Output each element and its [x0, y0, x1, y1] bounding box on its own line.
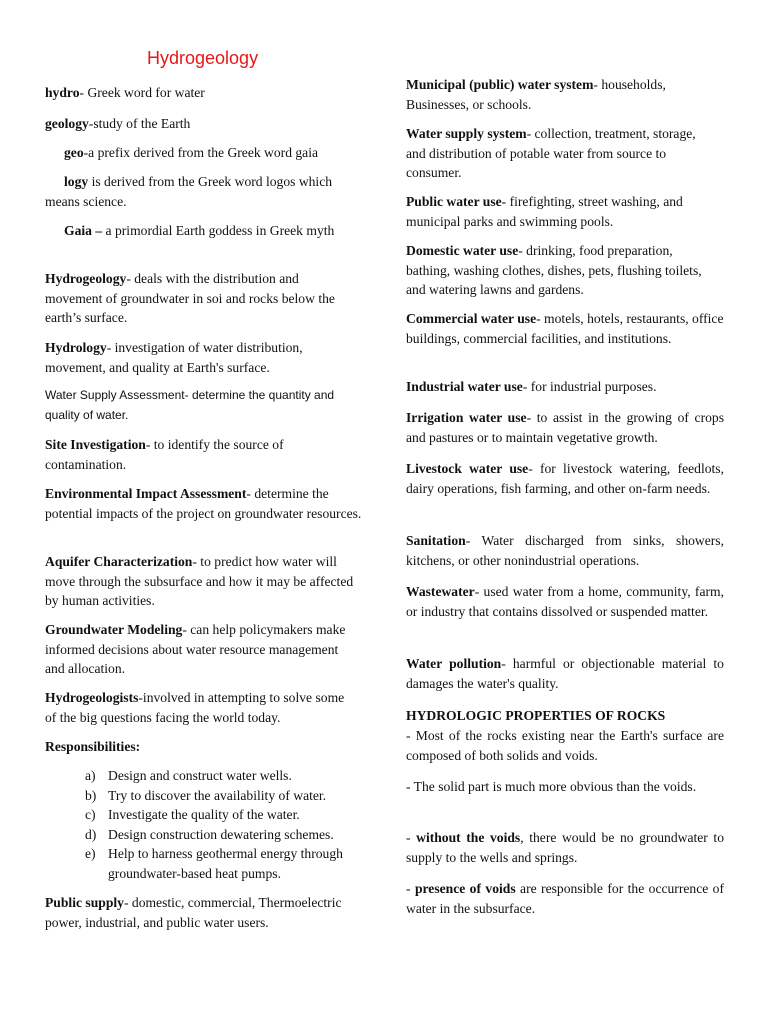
list-item: [45, 766, 365, 786]
term: Sanitation: [406, 533, 466, 548]
entry-hydrology: [45, 338, 345, 377]
list-marker: d): [85, 826, 97, 842]
definition: - for industrial purposes.: [522, 379, 657, 394]
term: Water pollution: [406, 656, 502, 671]
entry-hydrogeologists: [45, 688, 355, 727]
term: presence of voids: [414, 881, 516, 896]
term: Domestic water use: [406, 243, 519, 258]
entry-logy: [45, 172, 365, 211]
definition: is derived from the Greek word logos which means science.: [45, 174, 333, 209]
definition: , there would be no groundwater to supply to the wells and springs.: [406, 830, 725, 865]
list-item: [45, 805, 365, 825]
definition: - to identify the source of contamination.: [45, 437, 284, 472]
definition: - motels, hotels, restaurants, office buildings, commercial facilities, and institutions.: [406, 311, 724, 346]
entry-site-investigation: [45, 435, 335, 474]
responsibilities-list: [45, 766, 365, 884]
entry-wastewater: [406, 582, 724, 621]
definition: - Water discharged from sinks, showers, kitchens, or other nonindustrial operations.: [406, 533, 724, 568]
definition: - Greek word for water: [79, 85, 205, 100]
term: Municipal (public) water system: [406, 77, 594, 92]
list-text: Try to discover the availability of water.: [108, 787, 327, 803]
list-text: Design and construct water wells.: [108, 768, 292, 783]
page-title: Hydrogeology: [147, 48, 259, 68]
definition: -study of the Earth: [88, 116, 191, 131]
entry-water-pollution: [406, 654, 724, 693]
term: Aquifer Characterization: [45, 554, 193, 569]
term: without the voids: [416, 830, 521, 845]
list-text: Design construction dewatering schemes.: [108, 826, 334, 842]
definition: - firefighting, street washing, and municipal parks and swimming pools.: [406, 194, 683, 229]
rocks-heading: HYDROLOGIC PROPERTIES OF ROCKS: [406, 708, 666, 723]
entry-hydro: [45, 83, 205, 103]
entry-water-supply-assessment: [45, 386, 365, 425]
list-marker: b): [85, 787, 97, 803]
dash: -: [406, 881, 415, 896]
definition: - deals with the distribution and movement of groundwater in soi and rocks below the earth’s surface.: [45, 271, 335, 326]
list-marker: c): [85, 807, 96, 823]
definition: - used water from a home, community, farm, or industry that contains dissolved or suspended matter.: [406, 584, 724, 619]
definition: -involved in attempting to solve some of the big questions facing the world today.: [45, 690, 345, 725]
term: Wastewater: [406, 584, 475, 599]
term: Hydrogeology: [45, 271, 127, 286]
list-text: Investigate the quality of the water.: [108, 807, 300, 823]
term: hydro: [45, 85, 80, 100]
definition: - domestic, commercial, Thermoelectric power, industrial, and public water users.: [45, 895, 342, 930]
term: Livestock water use: [406, 461, 529, 476]
dash: -: [406, 830, 417, 845]
list-marker: e): [85, 846, 96, 862]
entry-municipal: [406, 75, 706, 114]
entry-public-water-use: [406, 192, 724, 231]
term: Water Supply Assessment: [45, 388, 185, 402]
definition: - determine the quantity and quality of water.: [45, 388, 335, 422]
entry-gw-modeling: [45, 620, 355, 679]
rocks-paragraph-4: [406, 879, 724, 918]
entry-industrial: [406, 377, 724, 397]
term: Gaia –: [64, 223, 103, 238]
entry-eia: [45, 484, 365, 523]
term: Hydrology: [45, 340, 107, 355]
list-text: Help to harness geothermal energy through groundwater-based heat pumps.: [108, 846, 343, 881]
entry-irrigation: [406, 408, 724, 447]
term: Environmental Impact Assessment: [45, 486, 247, 501]
entry-hydrogeology: [45, 269, 355, 328]
rocks-paragraph-2: - The solid part is much more obvious than the voids.: [406, 779, 697, 794]
term: geology: [45, 116, 89, 131]
term: Commercial water use: [406, 311, 537, 326]
term: Site Investigation: [45, 437, 146, 452]
term: Industrial water use: [406, 379, 523, 394]
entry-livestock: [406, 459, 724, 498]
definition: - for livestock watering, feedlots, dairy operations, fish farming, and other on-farm needs.: [406, 461, 724, 496]
list-item: [45, 825, 365, 845]
term: Public supply: [45, 895, 124, 910]
entry-gaia: [45, 221, 345, 241]
definition: - harmful or objectionable material to damages the water's quality.: [406, 656, 724, 691]
definition: - to assist in the growing of crops and pastures or to maintain vegetative growth.: [406, 410, 724, 445]
responsibilities-heading: Responsibilities:: [45, 739, 141, 754]
definition: are responsible for the occurrence of water in the subsurface.: [406, 881, 724, 916]
definition: a primordial Earth goddess in Greek myth: [102, 223, 335, 238]
term: logy: [64, 174, 89, 189]
term: Irrigation water use: [406, 410, 527, 425]
definition: - to predict how water will move through the subsurface and how it may be affected by human activities.: [45, 554, 354, 609]
list-item: [45, 844, 358, 883]
list-marker: a): [85, 768, 96, 783]
term: Water supply system: [406, 126, 527, 141]
term: Public water use: [406, 194, 502, 209]
rocks-paragraph-1: - Most of the rocks existing near the Earth's surface are composed of both solids and voids.: [406, 728, 724, 763]
list-item: [45, 786, 365, 806]
definition: - can help policymakers make informed decisions about water resource management and allocation.: [45, 622, 346, 677]
entry-sanitation: [406, 531, 724, 570]
entry-domestic: [406, 241, 716, 300]
entry-water-supply-system: [406, 124, 706, 183]
definition: - investigation of water distribution, movement, and quality at Earth's surface.: [45, 340, 303, 375]
definition: -a prefix derived from the Greek word gaia: [83, 145, 319, 160]
definition: - collection, treatment, storage, and distribution of potable water from source to consumer.: [406, 126, 696, 181]
entry-commercial: [406, 309, 724, 348]
term: Groundwater Modeling: [45, 622, 183, 637]
definition: - drinking, food preparation, bathing, washing clothes, dishes, pets, flushing toilets, and watering lawns and gardens.: [406, 243, 702, 298]
entry-public-supply: [45, 893, 355, 932]
entry-aquifer: [45, 552, 365, 611]
definition: - determine the potential impacts of the project on groundwater resources.: [45, 486, 362, 521]
term: geo: [64, 145, 84, 160]
term: Hydrogeologists: [45, 690, 139, 705]
rocks-paragraph-3: [406, 828, 724, 867]
entry-geology: [45, 114, 190, 134]
definition: - households, Businesses, or schools.: [406, 77, 666, 112]
entry-geo: [45, 143, 365, 163]
